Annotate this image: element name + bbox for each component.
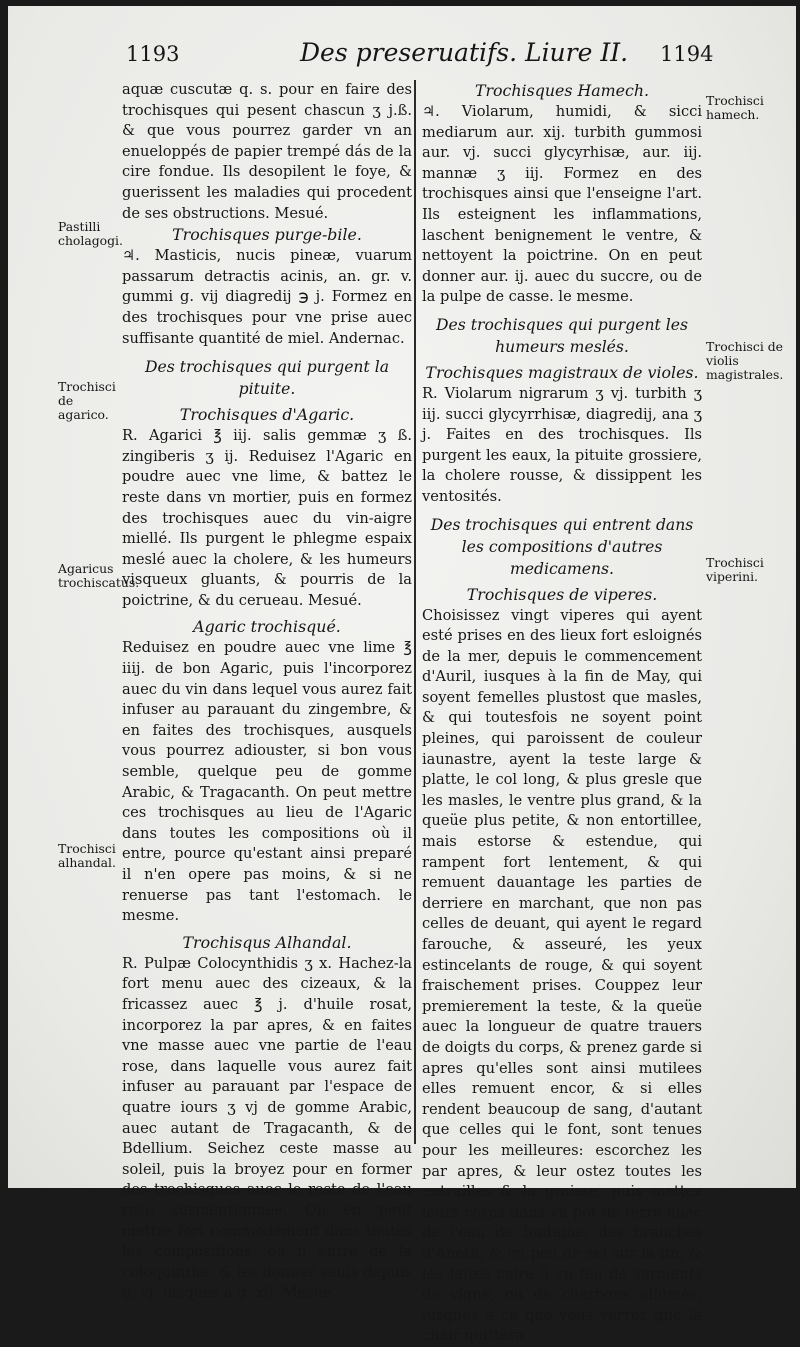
paragraph: R. Violarum nigrarum ʒ vj. turbith ʒ iij. succi glycyrrhisæ, diagredij, ana ʒ j. Faites en des trochisques. Ils purgent les eaux, la pituite grossiere, la cholere rousse, & dissippent les ventosités. <box>422 384 702 505</box>
page-header <box>8 38 796 78</box>
section-heading: Trochisques magistraux de violes. <box>425 362 699 382</box>
paragraph: Reduisez en poudre auec vne lime ℥ iiij. de bon Agaric, puis l'incorporez auec du vin dans lequel vous aurez fait infuser au parauant du zingembre, & en faites des trochisques, ausquels vous pourrez adiouster, si bon vous semble, quelque peu de gomme Arabic, & Tragacanth. On peut mettre ces trochisques au lieu de l'Agaric dans toutes les compositions où il entre, pource qu'estant ainsi preparé il n'en opere pas moins, & si ne renuerse pas tant l'estomach. le mesme. <box>122 639 412 925</box>
section-heading: Trochisques purge-bile. <box>172 225 362 245</box>
paragraph: ♃. Masticis, nucis pineæ, vuarum passarum detractis acinis, an. gr. v. gummi g. vij diagredij ℈ j. Formez en des trochisques pour vne prise auec suffisante quantité de miel. Andernac. <box>122 247 412 347</box>
margin-note: Trochisci de violis magistrales. <box>706 339 784 382</box>
section-heading: Trochisques de viperes. <box>466 584 658 604</box>
running-title: Des preseruatifs. Liure II. <box>300 38 629 67</box>
right-column <box>422 80 702 1347</box>
section-heading: Des trochisques qui entrent dans les compositions d'autres medicamens. <box>430 515 694 578</box>
margin-note: Trochisci hamech. <box>706 93 764 122</box>
section-heading: Agaric trochisqué. <box>193 617 341 637</box>
paragraph: ♃. Violarum, humidi, & sicci mediarum aur. xij. turbith gummosi aur. vj. succi glycyrhisæ, aur. iij. mannæ ʒ iij. Formez en des trochisques ainsi que l'enseigne l'art. Ils esteignent les inflammations, laschent benignement le ventre, & nettoyent la poictrine. On en peut donner aur. ij. auec du succre, ou de la pulpe de casse. le mesme. <box>422 103 702 306</box>
column-divider <box>414 80 416 1144</box>
section-heading: Trochisques d'Agaric. <box>179 405 355 425</box>
paragraph: aquæ cuscutæ q. s. pour en faire des trochisques qui pesent chascun ʒ j.ß. & que vous pourrez garder vn an enueloppés de papier trempé dás de la cire fondue. Ils desopilent le foye, & guerissent les maladies qui procedent de ses obstructions. Mesué. <box>122 81 412 222</box>
section-heading: Trochisqus Alhandal. <box>182 932 352 952</box>
margin-note: Trochisci viperini. <box>706 555 764 584</box>
page-number-right: 1194 <box>660 42 714 66</box>
paragraph: R. Pulpæ Colocynthidis ʒ x. Hachez-la fort menu auec des cizeaux, & la fricassez auec ℥ j. d'huile rosat, incorporez la par apres, & en faites vne masse auec vne partie de l'eau rose, dans laquelle vous aurez fait infuser au parauant par l'espace de quatre iours ʒ vj de gomme Arabic, auec autant de Tragacanth, & de Bdellium. Seichez ceste masse au soleil, puis la broyez pour en former des trochisques auec le reste de l'eau rose susmentionnee. On en peut mettre fort commodement dans toutes les compositions, où il entre de la coloquinthe, & les donner seuls depuis g. vj. iusques à g. xij. Mesué. <box>122 954 412 1302</box>
section-heading: Des trochisques qui purgent les humeurs meslés. <box>436 315 688 356</box>
left-column <box>122 80 412 1304</box>
paragraph: R. Agarici ℥ iij. salis gemmæ ʒ ß. zingiberis ʒ ij. Reduisez l'Agaric en poudre auec vne lime, & battez le reste dans vn mortier, puis en formez des trochisques auec du vin-aigre miellé. Ils purgent le phlegme espaix meslé auec la cholere, & les humeurs visqueux gluants, & pourris de la poictrine, & du cerueau. Mesué. <box>122 427 412 609</box>
section-heading: Trochisques Hamech. <box>474 81 650 100</box>
page-number-left: 1193 <box>126 42 180 66</box>
margin-note: Pastilli cholagogi. <box>58 219 123 248</box>
margin-note: Trochisci de agarico. <box>58 379 116 422</box>
margin-note: Agaricus trochiscatus. <box>58 561 140 590</box>
section-heading: Des trochisques qui purgent la pituite. <box>145 358 389 399</box>
margin-note: Trochisci alhandal. <box>58 841 116 870</box>
paragraph: Choisissez vingt viperes qui ayent esté prises en des lieux fort esloignés de la mer, depuis le commencement d'Auril, iusques à la fin de May, qui soyent femelles plustost que masles, & qui toutesfois ne soyent point pleines, qui paroissent de couleur iaunastre, ayent la teste large & platte, le col long, & plus gresle que les masles, le ventre plus grand, & la queüe plus petite, & non entortillee, mais estorse & estendue, qui rampent fort lentement, & qui remuent dauantage les parties de derriere en marchant, que non pas celles de deuant, qui ayent le regard farouche, & asseuré, les yeux estincelants de rouge, & qui soyent fraischement prises. Couppez leur premierement la teste, & la queüe auec la longueur de quatre trauers de doigts du corps, & prenez garde si apres qu'elles sont ainsi mutilees elles remuent encor, & si elles rendent beaucoup de sang, d'autant que celles qui le font, sont tenues pour les meilleures: escorchez les par apres, & leur ostez toutes les entrailles & la graisse, puis mettez leurs corps dans vn pot de terre auec de l'eau de fontaine, des branches d'Aneth, & vn peu de sel sur la fin, & les faites cuire à vn feu de sarments de vigne, ou de charbons allumés, iusques à ce que vous verrez que la chair quittera <box>422 606 702 1345</box>
book-page <box>8 6 796 1345</box>
